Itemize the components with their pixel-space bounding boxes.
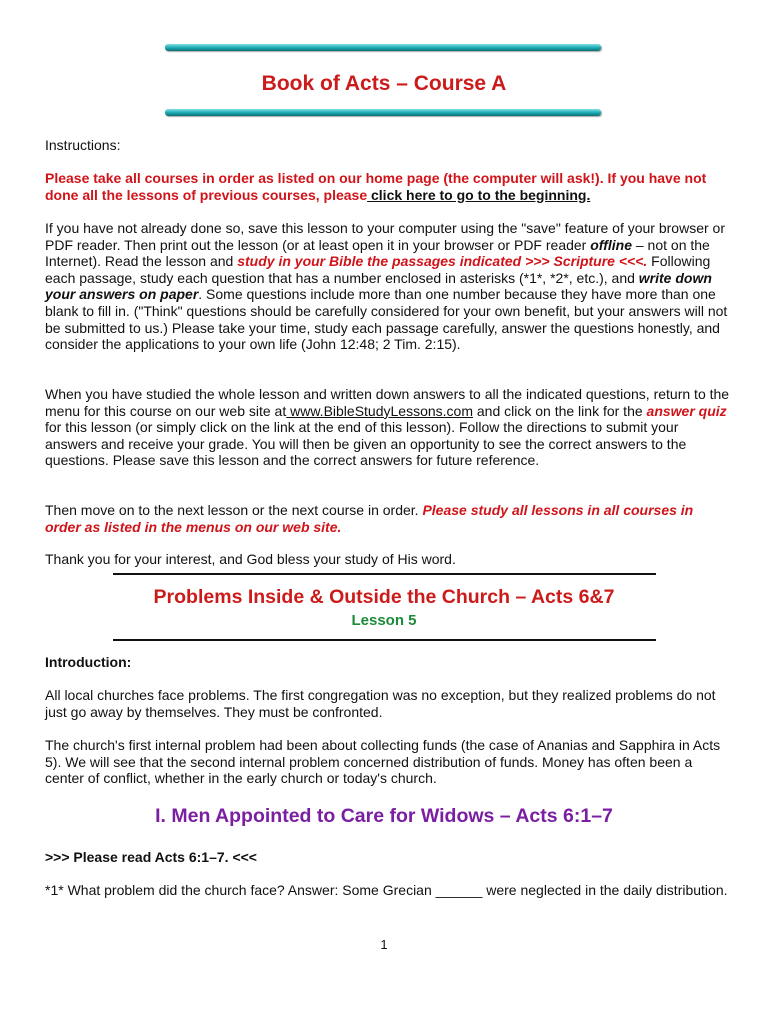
instructions-paragraph-save (45, 220, 730, 353)
instructions-label: Instructions: (45, 137, 121, 153)
beginning-link[interactable]: click here to go to the beginning. (367, 186, 591, 203)
return-menu-text: When you have studied the whole lesson and written down answers to all the indicated questions, return to the menu for this course on our web site at (45, 386, 730, 419)
next-lesson-text: Then move on to the next lesson or the next course in order. (45, 502, 423, 518)
next-lesson-paragraph (45, 502, 730, 535)
write-answers-emphasis: write down your answers on paper (45, 269, 712, 303)
study-order-emphasis: Please study all lessons in all courses in order as listed in the menus on our web site. (45, 502, 694, 535)
quiz-directions-text: for this lesson (or simply click on the link at the end of this lesson). Follow the directions to submit your answers and receive your grade. You will then be given an opportunity to see the correct answers to the questions. Please save this lesson and the correct answers for future reference. (45, 419, 687, 469)
section-title: I. Men Appointed to Care for Widows – Acts 6:1–7 (155, 805, 613, 827)
lesson-number: Lesson 5 (351, 612, 417, 629)
order-notice-text: Please take all courses in order as listed on our home page (the computer will ask!). If you have not done all the lessons of previous courses, please (45, 170, 707, 203)
click-link-text: and click on the link for the (473, 402, 647, 419)
lesson-top-rule (113, 573, 656, 575)
course-title: Book of Acts – Course A (261, 72, 507, 95)
study-bible-emphasis: study in your Bible the passages indicated >>> Scripture <<<. (237, 253, 648, 270)
introduction-label: Introduction: (45, 654, 132, 670)
question-1: *1* What problem did the church face? Answer: Some Grecian ______ were neglected in the daily distribution. (45, 882, 728, 898)
read-passage-instruction: >>> Please read Acts 6:1–7. <<< (45, 849, 257, 865)
lesson-title: Problems Inside & Outside the Church – Acts 6&7 (153, 586, 615, 608)
read-lesson-text: – not on the Internet). Read the lesson and (45, 236, 710, 270)
page-number: 1 (380, 937, 388, 952)
save-instructions-text: If you have not already done so, save this lesson to your computer using the "save" feature of your browser or PDF reader. Then print out the lesson (or at least open it in your browser or PDF reader (45, 220, 725, 253)
thank-you-text: Thank you for your interest, and God bless your study of His word. (45, 551, 456, 567)
offline-emphasis: offline (590, 236, 632, 253)
introduction-paragraph-1: All local churches face problems. The first congregation was no exception, but they realized problems do not just go away by themselves. They must be confronted. (45, 687, 716, 720)
top-divider-bar (165, 44, 601, 51)
title-divider-bar (165, 109, 601, 116)
instructions-paragraph-quiz (45, 386, 730, 469)
questions-text: Following each passage, study each question that has a number enclosed in asterisks (*1*, *2*, etc.), and (45, 253, 711, 286)
answer-quiz-emphasis: answer quiz (646, 402, 727, 419)
website-link[interactable]: www.BibleStudyLessons.com (286, 402, 473, 419)
think-questions-text: . Some questions include more than one number because they have more than one blank to fill in. ("Think" questions should be carefully considered for your own benefit, but your answers will not be submitted to us.) Please take your time, study each passage carefully, answer the questions honestly, and consider the applications to your own life (John 12:48; 2 Tim. 2:15). (45, 286, 728, 353)
introduction-paragraph-2: The church's first internal problem had been about collecting funds (the case of Ananias and Sapphira in Acts 5). We will see that the second internal problem concerned distribution of funds. Money has often been a center of conflict, whether in the early church or today's church. (45, 737, 721, 787)
lesson-bottom-rule (113, 639, 656, 641)
order-notice (45, 170, 730, 203)
